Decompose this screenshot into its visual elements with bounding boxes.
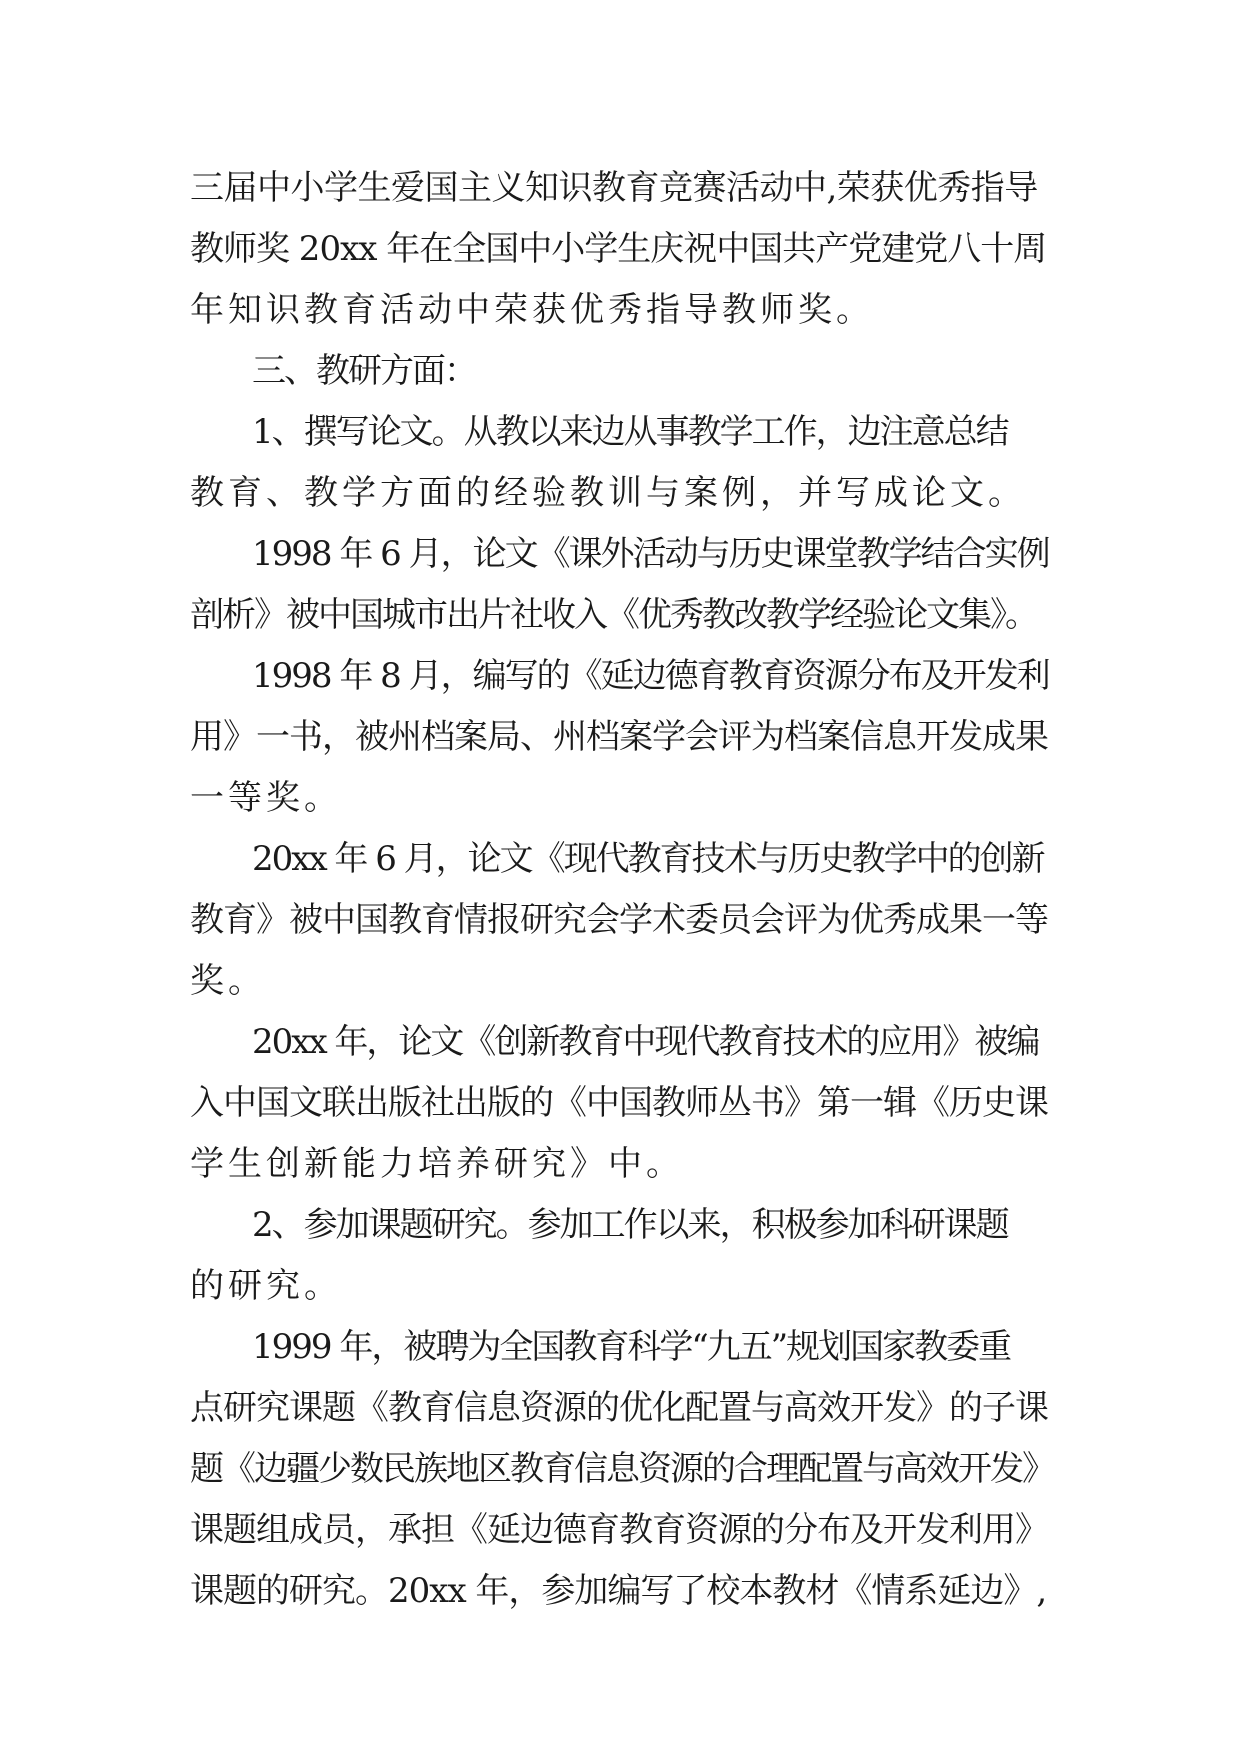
- text-line: 1、撰写论文。从教以来边从事教学工作，边注意总结: [252, 412, 1008, 452]
- text-line: 一等奖。: [190, 778, 342, 818]
- text-line: 课题的研究。20xx 年，参加编写了校本教材《情系延边》,: [190, 1571, 1047, 1611]
- text-line: 教育、教学方面的经验教训与案例，并写成论文。: [190, 473, 1026, 513]
- text-line: 2、参加课题研究。参加工作以来，积极参加科研课题: [252, 1205, 1008, 1245]
- text-line: 课题组成员，承担《延边德育教育资源的分布及开发利用》: [190, 1510, 1048, 1550]
- text-line: 题《边疆少数民族地区教育信息资源的合理配置与高效开发》: [190, 1449, 1054, 1489]
- text-line: 剖析》被中国城市出片社收入《优秀教改教学经验论文集》。: [190, 595, 1037, 635]
- text-line: 入中国文联出版社出版的《中国教师丛书》第一辑《历史课: [190, 1083, 1048, 1123]
- text-line: 的研究。: [190, 1266, 342, 1306]
- text-line: 20xx 年，论文《创新教育中现代教育技术的应用》被编: [252, 1022, 1039, 1062]
- text-line: 点研究课题《教育信息资源的优化配置与高效开发》的子课: [190, 1388, 1048, 1428]
- text-line: 年知识教育活动中荣获优秀指导教师奖。: [190, 290, 874, 330]
- text-line: 学生创新能力培养研究》中。: [190, 1144, 684, 1184]
- text-line: 1999 年，被聘为全国教育科学“九五”规划国家教委重: [252, 1327, 1011, 1367]
- text-line: 1998 年 8 月，编写的《延边德育教育资源分布及开发利: [252, 656, 1049, 696]
- text-line: 三、教研方面：: [252, 351, 476, 391]
- text-line: 1998 年 6 月，论文《课外活动与历史课堂教学结合实例: [252, 534, 1049, 574]
- text-line: 三届中小学生爱国主义知识教育竞赛活动中,荣获优秀指导: [190, 168, 1038, 208]
- text-line: 教育》被中国教育情报研究会学术委员会评为优秀成果一等: [190, 900, 1048, 940]
- text-line: 用》一书，被州档案局、州档案学会评为档案信息开发成果: [190, 717, 1048, 757]
- text-line: 20xx 年 6 月，论文《现代教育技术与历史教学中的创新: [252, 839, 1044, 879]
- text-line: 教师奖 20xx 年在全国中小学生庆祝中国共产党建党八十周: [190, 229, 1047, 269]
- text-line: 奖。: [190, 961, 266, 1001]
- document-body: [190, 158, 1054, 1622]
